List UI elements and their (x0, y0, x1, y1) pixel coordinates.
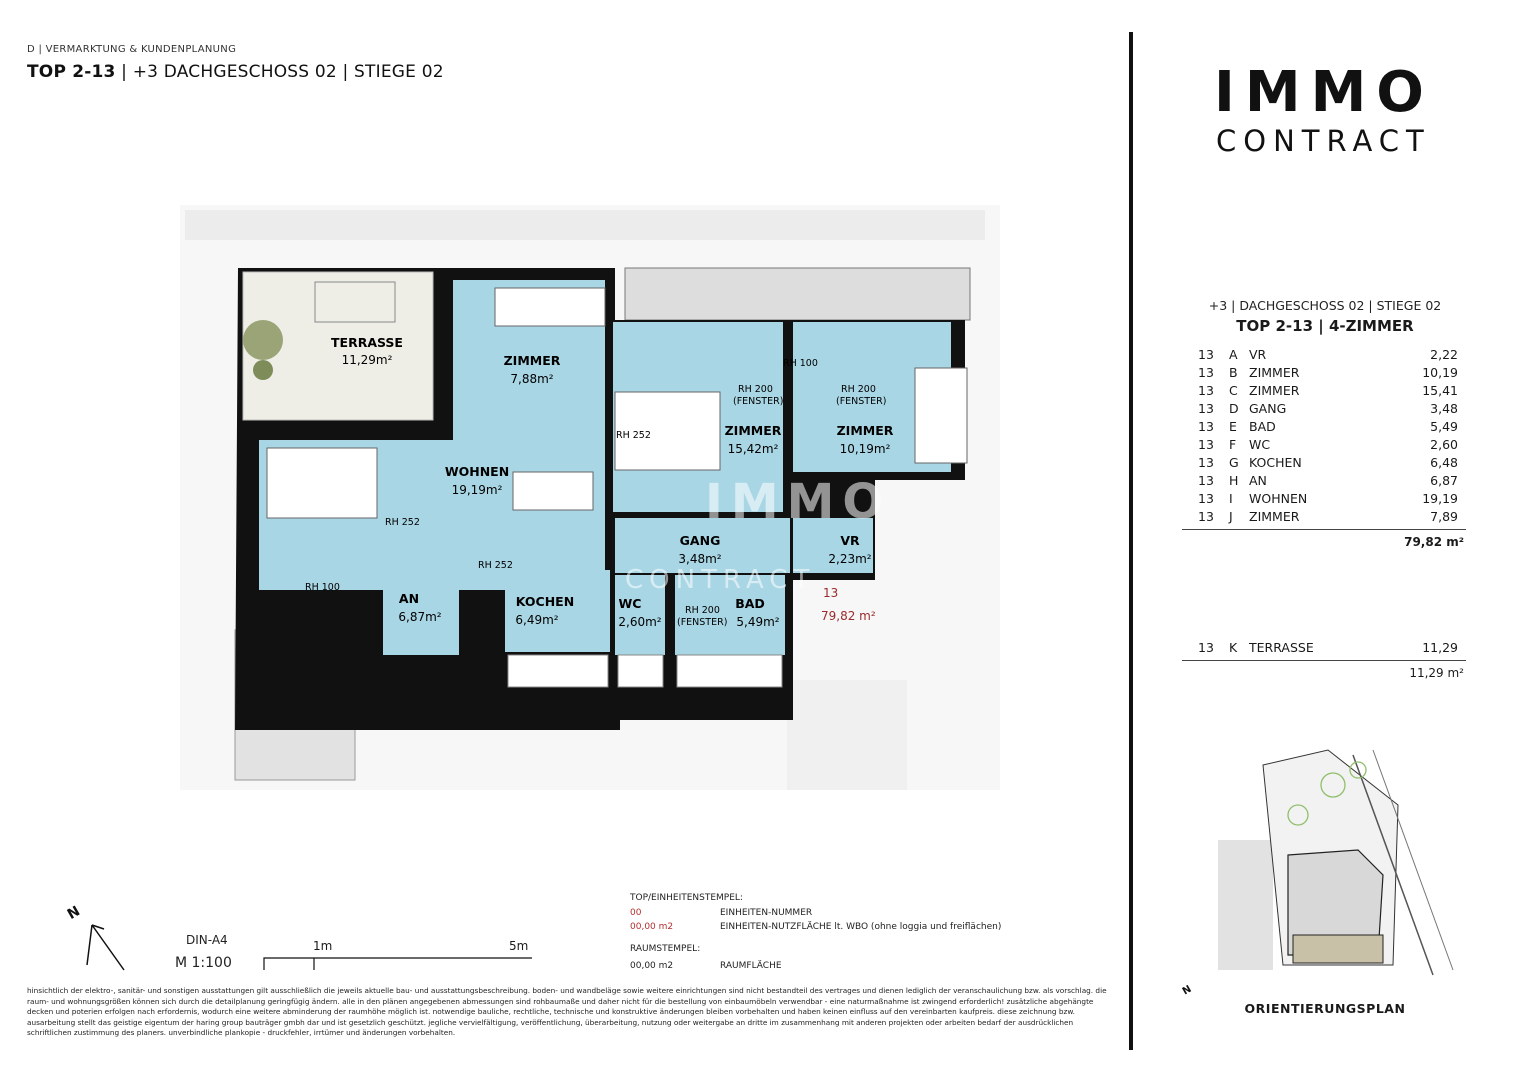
height-note: RH 100 (783, 358, 818, 369)
row-top-number: 13 (1198, 419, 1214, 434)
unit-stamp-number: 13 (823, 586, 839, 600)
height-note: (FENSTER) (677, 617, 728, 628)
context-strip (185, 210, 985, 240)
row-room-name: AN (1249, 473, 1267, 488)
row-room-name: WOHNEN (1249, 491, 1308, 506)
orientation-title: ORIENTIERUNGSPLAN (1244, 1001, 1406, 1016)
table-row (1182, 473, 1466, 491)
unit-id: TOP 2-13 (27, 62, 116, 82)
orientation-north: N (1180, 983, 1194, 998)
room-area-an: 6,87m² (398, 610, 442, 624)
row-room-name: BAD (1249, 419, 1276, 434)
row-top-number: 13 (1198, 365, 1214, 380)
legend-title: TOP/EINHEITENSTEMPEL: (630, 893, 743, 903)
row-letter: D (1229, 401, 1239, 416)
dining-table-icon (513, 472, 593, 510)
room-label-zimmer-c: ZIMMER (724, 423, 782, 438)
row-room-name: ZIMMER (1249, 383, 1300, 398)
logo-immo-text: IMMO (1214, 60, 1434, 125)
table-row (1182, 347, 1466, 365)
room-area-vr: 2,23m² (828, 552, 872, 566)
legend-area-desc: EINHEITEN-NUTZFLÄCHE lt. WBO (ohne loggia und freiflächen) (720, 922, 1002, 932)
room-label-gang: GANG (679, 533, 721, 548)
row-room-name: TERRASSE (1249, 640, 1314, 655)
summary-title: TOP 2-13 | 4-ZIMMER (1236, 317, 1414, 335)
total-area: 79,82 m² (1404, 535, 1464, 549)
row-room-area: 2,22 (1430, 347, 1458, 362)
unit-stamp-area: 79,82 m² (821, 609, 876, 623)
row-room-area: 15,41 (1422, 383, 1458, 398)
kitchen-counter-icon (508, 655, 608, 687)
height-note: RH 252 (478, 560, 513, 571)
summary-floor: +3 | DACHGESCHOSS 02 | STIEGE 02 (1208, 298, 1442, 313)
logo-contract-text: CONTRACT (1216, 124, 1431, 158)
row-top-number: 13 (1198, 491, 1214, 506)
room-label-wohnen: WOHNEN (444, 464, 510, 479)
row-letter: C (1229, 383, 1238, 398)
room-area-gang: 3,48m² (678, 552, 722, 566)
watermark-contract: CONTRACT (625, 565, 816, 595)
row-room-name: KOCHEN (1249, 455, 1302, 470)
height-note: RH 200 (841, 384, 876, 395)
legend-room-desc: RAUMFLÄCHE (720, 961, 782, 971)
table-row (1182, 383, 1466, 401)
height-note: RH 200 (685, 605, 720, 616)
room-kochen (505, 570, 610, 652)
neighbour-block (787, 680, 907, 790)
page-title (27, 62, 444, 82)
roof-block (625, 268, 970, 320)
plant-icon (253, 360, 273, 380)
room-area-bad: 5,49m² (736, 615, 780, 629)
room-label-an: AN (398, 591, 420, 606)
row-room-area: 6,87 (1430, 473, 1458, 488)
disclaimer-text: hinsichtlich der elektro-, sanitär- und sonstigen ausstattungen gilt ausschließlich die jeweils aktuelle bau- und ausstattungsbeschreibung. boden- und wandbeläge sowie weitere einrichtungen sind nicht bestandteil des vertrages und dienen lediglich der veranschaulichung bzw. als vorschlag. die raum- und wohnungsgrößen können sich durch die detailplanung geringfügig ändern. alle in den plänen angegebenen abmessungen sind rohbaumaße und daher nicht für die bestellung von einbaumöbeln verwendbar - eine naturmaßnahme ist zwingend erforderlich! zusätzliche abgehängte decken und poterien erfolgen nach erfordernis, wodurch eine weitere abminderung der raumhöhe möglich ist. notwendige bauliche, rechtliche, technische und konstruktive änderungen bleiben vorbehalten und haben keinen einfluss auf den vereinbarten kaufpreis. diese zeichnung bzw. ausarbeitung stellt das geistige eigentum der haring group bauträger gmbh dar und ist gesetzlich geschützt. jegliche vervielfältigung, veröffentlichung, überarbeitung, nutzung oder weitergabe an dritte im zusammenhang mit anderen projekten oder arbeiten bedarf der ausdrücklichen schriftlichen zustimmung des planers. unverbindliche plankopie - druckfehler, irrtümer und änderungen vorbehalten. (27, 986, 1107, 1038)
unit-location: | +3 DACHGESCHOSS 02 | STIEGE 02 (115, 62, 444, 82)
row-room-area: 7,89 (1430, 509, 1458, 524)
legend-num-sample: 00 (630, 908, 642, 918)
height-note: (FENSTER) (733, 396, 784, 407)
room-label-zimmer-j: ZIMMER (503, 353, 561, 368)
bath-fixture-icon (677, 655, 782, 687)
row-top-number: 13 (1198, 640, 1214, 655)
bed-icon (915, 368, 967, 463)
room-area-zimmer-c: 15,42m² (727, 442, 779, 456)
row-letter: K (1229, 640, 1238, 655)
row-letter: F (1229, 437, 1237, 452)
row-top-number: 13 (1198, 347, 1214, 362)
row-room-name: ZIMMER (1249, 509, 1300, 524)
row-top-number: 13 (1198, 437, 1214, 452)
scale-tick-5m: 5m (509, 939, 529, 953)
room-label-vr: VR (840, 533, 860, 548)
wc-fixture-icon (618, 655, 663, 687)
table-row (1182, 640, 1466, 658)
legend-num-desc: EINHEITEN-NUMMER (720, 908, 813, 918)
table-row (1182, 365, 1466, 383)
legend-room-title: RAUMSTEMPEL: (630, 944, 701, 954)
room-label-wc: WC (618, 596, 642, 611)
scale-ratio: M 1:100 (175, 955, 232, 971)
row-room-name: WC (1249, 437, 1271, 452)
outdoor-total-area: 11,29 m² (1409, 666, 1464, 680)
room-area-terrasse: 11,29m² (341, 353, 393, 367)
room-label-terrasse: TERRASSE (331, 335, 403, 350)
scale-bar (262, 952, 542, 972)
row-room-area: 6,48 (1430, 455, 1458, 470)
row-letter: B (1229, 365, 1238, 380)
table-row (1182, 455, 1466, 473)
vertical-divider (1129, 32, 1133, 1050)
sofa-icon (267, 448, 377, 518)
north-arrow-icon (62, 895, 132, 975)
room-area-wc: 2,60m² (618, 615, 662, 629)
row-top-number: 13 (1198, 509, 1214, 524)
row-top-number: 13 (1198, 455, 1214, 470)
room-area-zimmer-j: 7,88m² (510, 372, 554, 386)
room-area-wohnen: 19,19m² (451, 483, 503, 497)
room-label-kochen: KOCHEN (515, 594, 575, 609)
height-note: (FENSTER) (836, 396, 887, 407)
row-room-area: 10,19 (1422, 365, 1458, 380)
plant-icon (243, 320, 283, 360)
row-letter: H (1229, 473, 1239, 488)
floor-plan (175, 200, 1015, 800)
row-room-name: GANG (1249, 401, 1287, 416)
table-rule (1182, 660, 1466, 661)
height-note: RH 100 (305, 582, 340, 593)
height-note: RH 200 (738, 384, 773, 395)
row-room-area: 11,29 (1422, 640, 1458, 655)
table-rule (1182, 529, 1466, 530)
row-room-name: VR (1249, 347, 1267, 362)
room-table (1182, 347, 1466, 549)
row-room-area: 19,19 (1422, 491, 1458, 506)
room-label-zimmer-b: ZIMMER (836, 423, 894, 438)
table-row (1182, 509, 1466, 527)
height-note: RH 252 (616, 430, 651, 441)
scale-tick-1m: 1m (313, 939, 333, 953)
watermark-immo: IMMO (705, 474, 892, 530)
room-area-kochen: 6,49m² (515, 613, 559, 627)
legend-room-sample: 00,00 m2 (630, 961, 674, 971)
height-note: RH 252 (385, 517, 420, 528)
north-label: N (64, 903, 83, 923)
bed-icon (495, 288, 605, 326)
row-top-number: 13 (1198, 473, 1214, 488)
site-block (1218, 840, 1273, 970)
table-row (1182, 437, 1466, 455)
table-row (1182, 401, 1466, 419)
row-room-area: 2,60 (1430, 437, 1458, 452)
row-top-number: 13 (1198, 383, 1214, 398)
room-label-bad: BAD (735, 596, 765, 611)
row-letter: G (1229, 455, 1239, 470)
row-letter: I (1229, 491, 1233, 506)
row-top-number: 13 (1198, 401, 1214, 416)
row-room-area: 3,48 (1430, 401, 1458, 416)
orientation-plan-map (1178, 745, 1470, 998)
row-room-area: 5,49 (1430, 419, 1458, 434)
highlighted-unit (1293, 935, 1383, 963)
legend-area-sample: 00,00 m2 (630, 922, 674, 932)
row-letter: E (1229, 419, 1237, 434)
table-row (1182, 491, 1466, 509)
section-label: D | VERMARKTUNG & KUNDENPLANUNG (27, 44, 237, 55)
outdoor-table (1182, 640, 1466, 680)
room-area-zimmer-b: 10,19m² (839, 442, 891, 456)
row-letter: A (1229, 347, 1238, 362)
paper-size: DIN-A4 (186, 933, 228, 947)
row-letter: J (1229, 509, 1233, 524)
row-room-name: ZIMMER (1249, 365, 1300, 380)
table-row (1182, 419, 1466, 437)
